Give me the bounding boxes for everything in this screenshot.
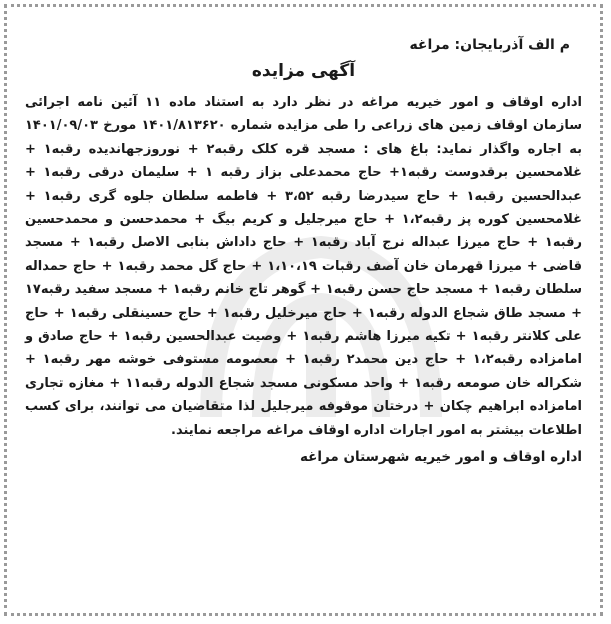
- notice-content: [21, 17, 586, 603]
- notice-title: آگهی مزایده: [251, 61, 356, 81]
- notice-signature: اداره اوقاف و امور خیریه شهرستان مراغه: [300, 449, 582, 466]
- publisher-tag: م الف آذربایجان: مراغه: [409, 37, 570, 53]
- notice-body: اداره اوقاف و امور خیریه مراغه در نظر دارد به استناد ماده ۱۱ آئین نامه اجرائی سازمان اوقاف زمین های زراعی را طی مزایده شماره ۱۴۰۱/۸۱۳۶۲۰ مورخ ۱۴۰۱/۰۹/۰۳ به اجاره واگذار نماید: باغ های : مسجد قره کلک رقبه۲ + نوروزجهاندیده رقبه۱ + غلامحسین برقدوست رقبه۱+ حاج محمدعلی بزاز رقبه ۱ + سلیمان درقی رقبه۱ + عبدالحسین رقبه۱ + حاج سیدرضا رقبه ۳،۵۲ + فاطمه سلطان جلوه گری رقبه۱ + غلامحسین کوره پز رقبه۱،۲ + حاج میرجلیل و کریم بیگ + محمدحسن و محمدحسین رقبه۱ + حاج میرزا عبداله نرج آباد رقبه۱ + حاج داداش بنابی الاصل رقبه۱ + مسجد قاضی + میرزا قهرمان خان آصف رقبات ۱،۱۰،۱۹ + حاج گل محمد رقبه۱ + حاج حمداله سلطان رقبه۱ + مسجد حاج حسن رقبه۱ + گوهر تاج خانم رقبه۱ + مسجد سفید رقبه۱۷ + مسجد طاق شجاع الدوله رقبه۱ + حاج میرخلیل رقبه۱ + حاج حسینقلی رقبه۱ + حاج علی کلانتر رقبه۱ + تکیه میرزا هاشم رقبه۱ + وصیت عبدالحسین رقبه۱ + حاج صادق و امامزاده رقبه۱،۲ + حاج دین محمد۲ رقبه۱ + معصومه مستوفی خوشه مهر رقبه۱ + شکراله خان صومعه رقبه۱ + واحد مسکونی مسجد شجاع الدوله رقبه۱۱ + مغازه تجاری امامزاده ابراهیم چکان + درختان موقوفه میرجلیل لذا متقاضیان می توانند، برای کسب اطلاعات بیشتر به امور اجارات اداره اوقاف مراغه مراجعه نمایند.: [25, 95, 583, 438]
- notice-border: [4, 4, 603, 616]
